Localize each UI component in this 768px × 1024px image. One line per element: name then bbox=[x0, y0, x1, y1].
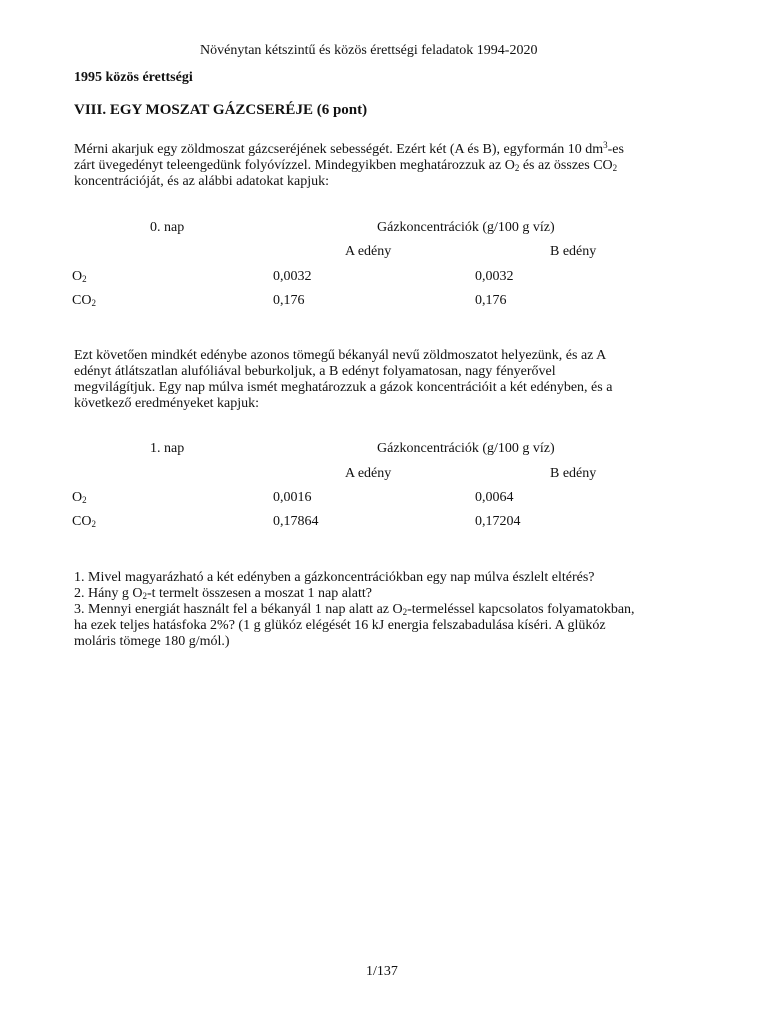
row-label-o2: $O_2$ bbox=[72, 269, 87, 284]
cell-o2-a: 0,0032 bbox=[273, 269, 312, 284]
row-label-co2: $CO_2$ bbox=[72, 514, 96, 529]
page-header: Növénytan kétszintű és közös érettségi feladatok 1994-2020 bbox=[200, 43, 538, 58]
question-3: 3. Mennyi energiát használt fel a békanyál 1 nap alatt az $O_2$-termeléssel kapcsolatos folyamatokban, bbox=[74, 602, 635, 617]
row-label-co2: $CO_2$ bbox=[72, 293, 96, 308]
intro-line-2: zárt üvegedényt teleengedünk folyóvízzel. Mindegyikben meghatározzuk az $O_2$ és az összes $CO_2$ bbox=[74, 158, 618, 173]
procedure-line-1: Ezt követően mindkét edénybe azonos tömegű békanyál nevű zöldmoszatot helyezünk, és az A bbox=[74, 348, 607, 363]
column-header-a: A edény bbox=[345, 466, 392, 481]
column-header-b: B edény bbox=[550, 466, 597, 481]
table-title: Gázkoncentrációk (g/100 g víz) bbox=[377, 441, 555, 456]
intro-line-1: Mérni akarjuk egy zöldmoszat gázcseréjének sebességét. Ezért két (A és B), egyformán 10 $dm^3-es$ bbox=[74, 140, 624, 157]
table-day-label: 0. nap bbox=[150, 220, 185, 235]
cell-o2-b: 0,0032 bbox=[475, 269, 514, 284]
task-title: VIII. EGY MOSZAT GÁZCSERÉJE (6 pont) bbox=[74, 102, 368, 118]
procedure-paragraph bbox=[74, 348, 714, 412]
column-header-b: B edény bbox=[550, 244, 597, 259]
cell-co2-b: 0,176 bbox=[475, 293, 507, 308]
intro-paragraph bbox=[74, 142, 714, 190]
question-3-line-2: ha ezek teljes hatásfoka 2%? (1 g glükóz elégését 16 kJ energia felszabadulása kíséri. A glükóz bbox=[74, 618, 606, 633]
page-number: 1/137 bbox=[366, 964, 398, 979]
procedure-line-4: következő eredményeket kapjuk: bbox=[74, 396, 260, 411]
table-day-label: 1. nap bbox=[150, 441, 185, 456]
exam-year-heading: 1995 közös érettségi bbox=[74, 70, 193, 85]
questions-block bbox=[74, 570, 714, 650]
cell-co2-a: 0,176 bbox=[273, 293, 305, 308]
question-2: 2. Hány g $O_2-t$ termelt összesen a moszat 1 nap alatt? bbox=[74, 586, 373, 601]
procedure-line-2: edényt átlátszatlan alufóliával beburkoljuk, a B edényt folyamatosan, nagy fényerővel bbox=[74, 364, 556, 379]
procedure-line-3: megvilágítjuk. Egy nap múlva ismét meghatározzuk a gázok koncentrációit a két edényben, és a bbox=[74, 380, 613, 395]
cell-o2-b: 0,0064 bbox=[475, 490, 514, 505]
cell-o2-a: 0,0016 bbox=[273, 490, 312, 505]
table-title: Gázkoncentrációk (g/100 g víz) bbox=[377, 220, 555, 235]
row-label-o2: $O_2$ bbox=[72, 490, 87, 505]
intro-line-3: koncentrációját, és az alábbi adatokat kapjuk: bbox=[74, 174, 330, 189]
cell-co2-b: 0,17204 bbox=[475, 514, 521, 529]
cell-co2-a: 0,17864 bbox=[273, 514, 319, 529]
question-3-line-3: moláris tömege 180 g/mól.) bbox=[74, 634, 230, 649]
column-header-a: A edény bbox=[345, 244, 392, 259]
question-1: 1. Mivel magyarázható a két edényben a gázkoncentrációkban egy nap múlva észlelt eltérés? bbox=[74, 570, 595, 585]
